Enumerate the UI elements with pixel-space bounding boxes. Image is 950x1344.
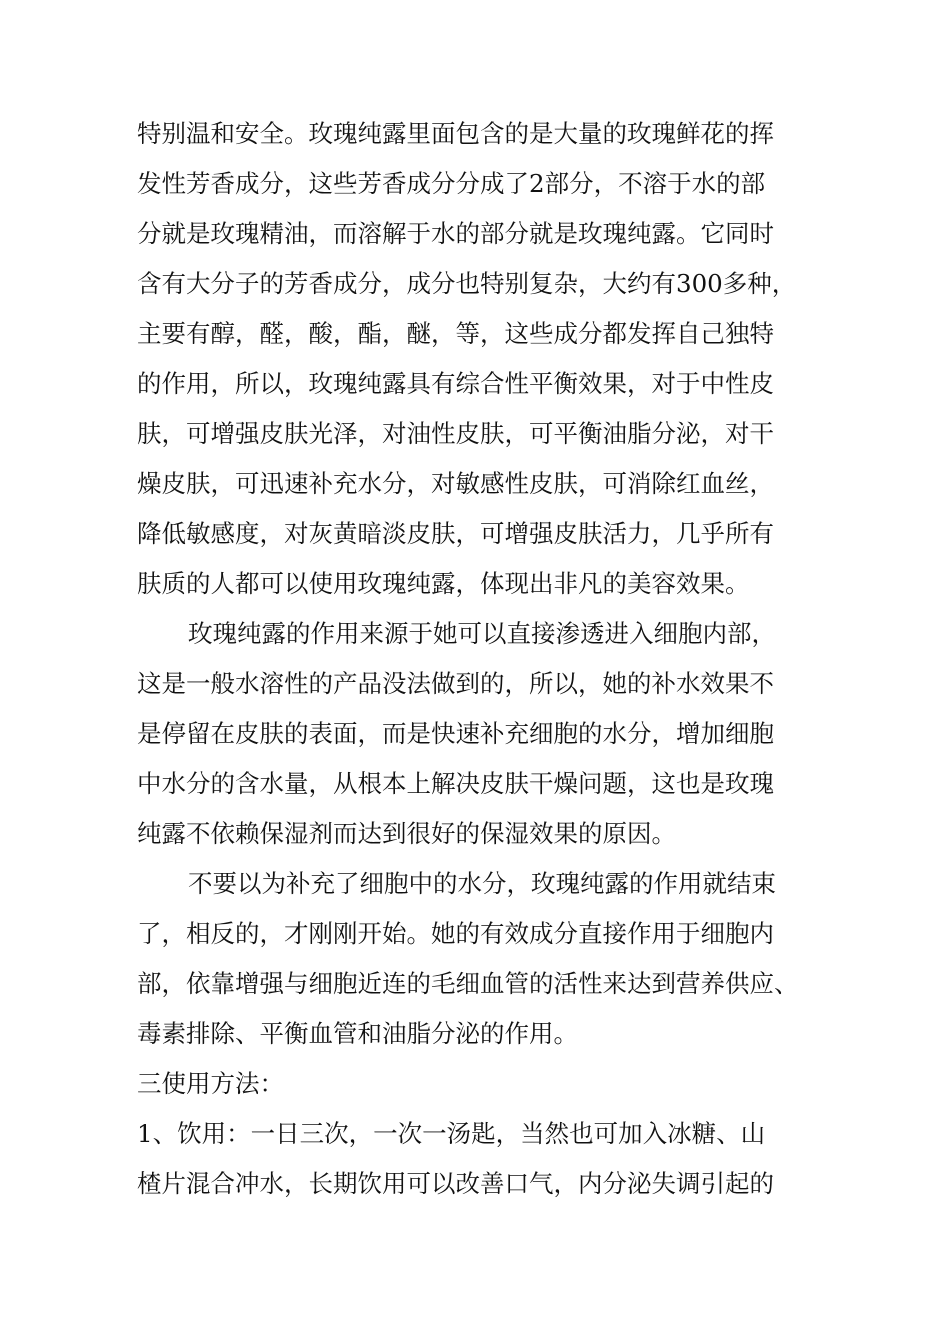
text-line-5: 主要有醇，醛，酸，酯，醚，等，这些成分都发挥自己独特 <box>137 319 774 348</box>
text-line-15: 纯露不依赖保湿剂而达到很好的保湿效果的原因。 <box>137 819 676 848</box>
text-line-6: 的作用，所以，玫瑰纯露具有综合性平衡效果，对于中性皮 <box>137 369 774 398</box>
text-line-11: 玫瑰纯露的作用来源于她可以直接渗透进入细胞内部， <box>188 619 776 648</box>
text-line-7: 肤，可增强皮肤光泽，对油性皮肤，可平衡油脂分泌，对干 <box>137 419 774 448</box>
text-line-9: 降低敏感度，对灰黄暗淡皮肤，可增强皮肤活力，几乎所有 <box>137 519 774 548</box>
text-line-3: 分就是玫瑰精油，而溶解于水的部分就是玫瑰纯露。它同时 <box>137 219 774 248</box>
section-heading: 三使用方法： <box>137 1069 284 1098</box>
text-line-13: 是停留在皮肤的表面，而是快速补充细胞的水分，增加细胞 <box>137 719 774 748</box>
text-line-22: 楂片混合冲水，长期饮用可以改善口气，内分泌失调引起的 <box>137 1169 774 1198</box>
text-line-10: 肤质的人都可以使用玫瑰纯露，体现出非凡的美容效果。 <box>137 569 750 598</box>
text-line-21: 1、饮用：一日三次，一次一汤匙，当然也可加入冰糖、山 <box>137 1119 766 1148</box>
text-line-18: 部，依靠增强与细胞近连的毛细血管的活性来达到营养供应、 <box>137 969 799 998</box>
text-line-19: 毒素排除、平衡血管和油脂分泌的作用。 <box>137 1019 578 1048</box>
text-line-17: 了，相反的，才刚刚开始。她的有效成分直接作用于细胞内 <box>137 919 774 948</box>
text-line-2: 发性芳香成分，这些芳香成分分成了2部分，不溶于水的部 <box>137 169 766 198</box>
text-line-12: 这是一般水溶性的产品没法做到的，所以，她的补水效果不 <box>137 669 774 698</box>
text-line-8: 燥皮肤，可迅速补充水分，对敏感性皮肤，可消除红血丝， <box>137 469 774 498</box>
text-line-1: 特别温和安全。玫瑰纯露里面包含的是大量的玫瑰鲜花的挥 <box>137 119 774 148</box>
text-line-4: 含有大分子的芳香成分，成分也特别复杂，大约有300多种， <box>137 269 797 298</box>
text-line-16: 不要以为补充了细胞中的水分，玫瑰纯露的作用就结束 <box>188 869 776 898</box>
text-line-14: 中水分的含水量，从根本上解决皮肤干燥问题，这也是玫瑰 <box>137 769 774 798</box>
